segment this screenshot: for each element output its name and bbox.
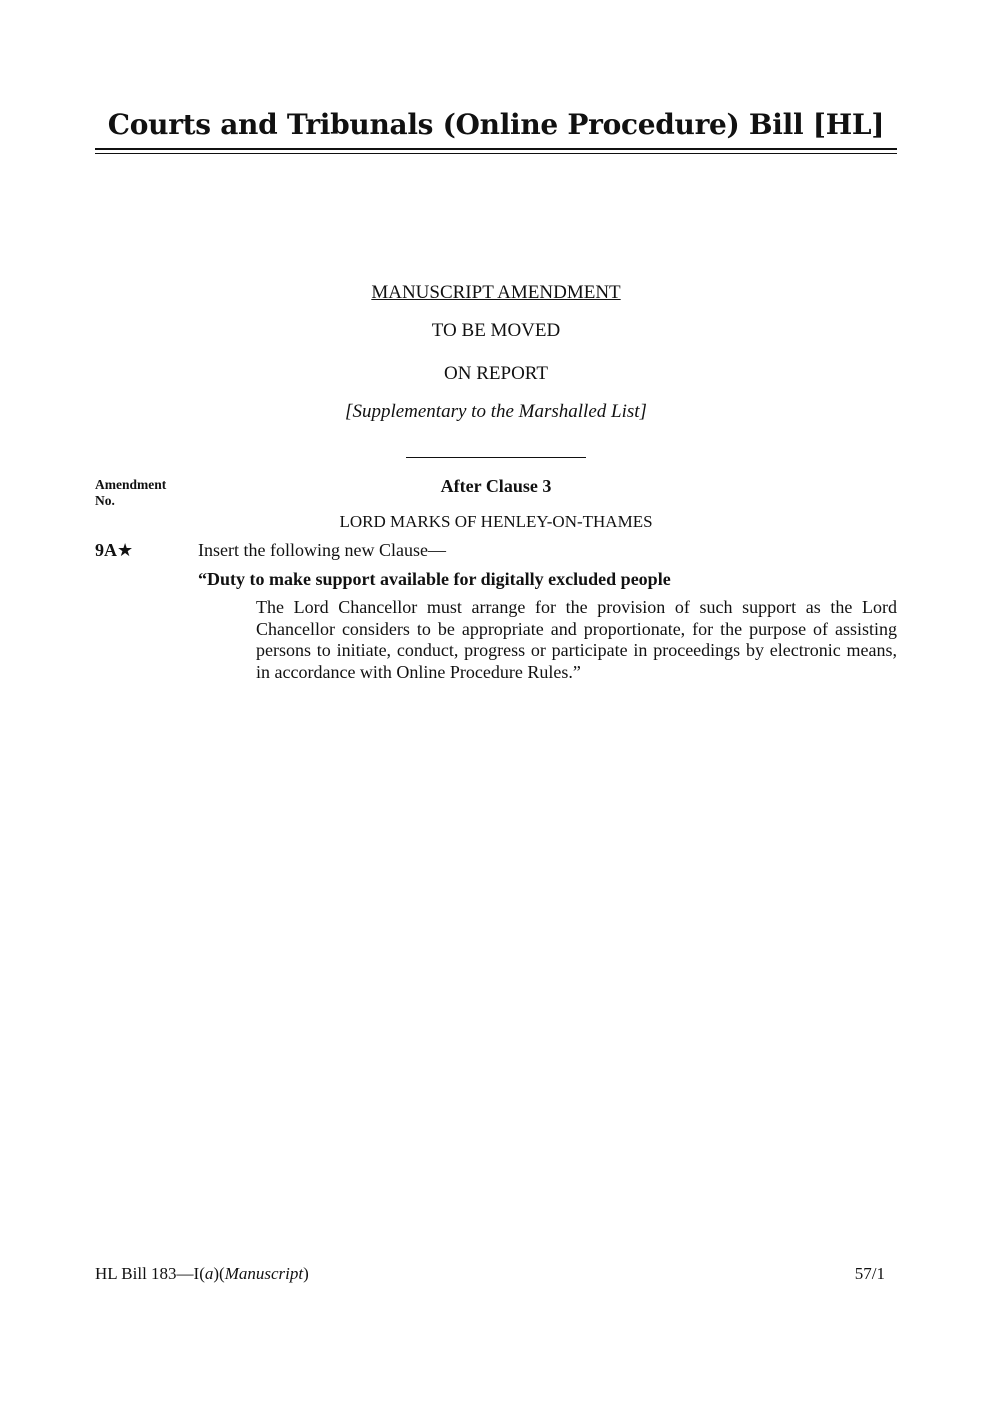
amendment-no-label: Amendment No.: [95, 477, 167, 508]
stage-line: ON REPORT: [444, 363, 548, 384]
new-clause-body: The Lord Chancellor must arrange for the provision of such support as the Lord Chancellor considers to be appropriate and proportionate, for the purpose of assisting persons to initiate, conduct, progress or participate in proceedings by electronic means, in accordance with Online Procedure Rules.”: [256, 597, 897, 683]
bill-reference-suffix: ): [303, 1264, 309, 1283]
to-be-moved-line: TO BE MOVED: [431, 320, 561, 341]
member-name: LORD MARKS OF HENLEY-ON-THAMES: [339, 512, 653, 531]
title-rule: [95, 148, 897, 150]
manuscript-amendment-heading: MANUSCRIPT AMENDMENT: [371, 282, 621, 303]
bill-reference-prefix: HL Bill 183—I(: [95, 1264, 205, 1283]
page-number: 57/1: [854, 1264, 885, 1283]
bill-reference-middle: )(: [213, 1264, 225, 1283]
amendment-number: [95, 540, 133, 561]
amendment-number-text: 9A: [95, 540, 117, 560]
page-title: Courts and Tribunals (Online Procedure) Bill [HL]: [107, 108, 885, 141]
clause-heading: After Clause 3: [440, 476, 552, 496]
section-divider: [406, 457, 586, 458]
star-icon: ★: [117, 540, 134, 560]
bill-reference: [95, 1264, 309, 1284]
new-clause-title: “Duty to make support available for digitally excluded people: [198, 569, 671, 589]
bill-reference-manuscript: Manuscript: [224, 1264, 304, 1283]
amendment-instruction: Insert the following new Clause—: [198, 540, 446, 560]
supplementary-note: [Supplementary to the Marshalled List]: [345, 401, 647, 422]
title-rule-thin: [95, 153, 897, 154]
bill-reference-letter: a: [204, 1264, 214, 1283]
